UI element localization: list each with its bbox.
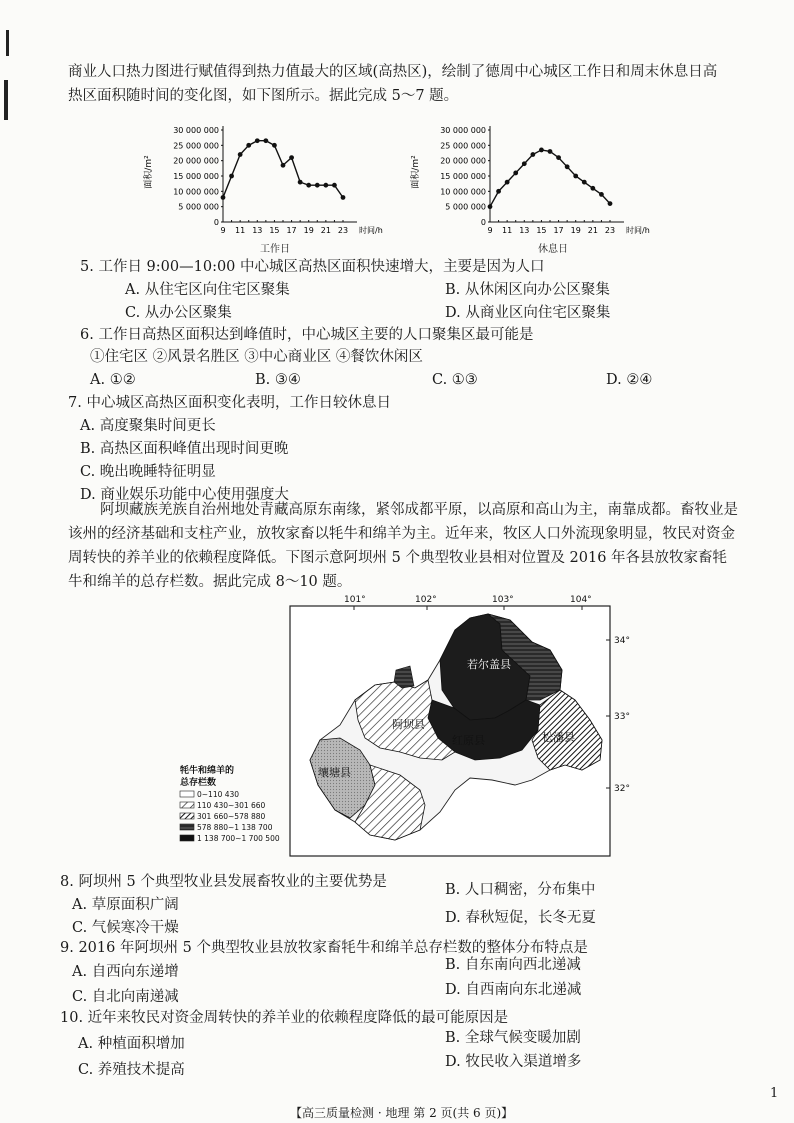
- weekend-data-point: [522, 161, 527, 166]
- workday-ytick-label: 10 000 000: [173, 187, 219, 197]
- workday-xtick-label: 11: [235, 226, 246, 235]
- lon-label-101: 101°: [344, 595, 366, 605]
- weekend-xtick-label: 19: [570, 226, 581, 235]
- map-aba-svg: [170, 590, 630, 860]
- workday-series-line: [223, 141, 343, 198]
- q7-option-d: D. 商业娱乐功能中心使用强度大: [80, 487, 289, 503]
- workday-xtick-label: 21: [320, 226, 331, 235]
- q9-stem: 9. 2016 年阿坝州 5 个典型牧业县放牧家畜牦牛和绵羊总存栏数的整体分布特点是: [60, 940, 588, 956]
- intro-q5-line2: 热区面积随时间的变化图，如下图所示。据此完成 5～7 题。: [68, 88, 459, 104]
- svg-text:0~110 430: 0~110 430: [197, 790, 240, 799]
- workday-data-point: [238, 152, 243, 157]
- margin-mark-top: [6, 30, 9, 56]
- lon-label-103: 103°: [492, 595, 514, 605]
- q10-option-b: B. 全球气候变暖加剧: [445, 1030, 581, 1046]
- label-aba: 阿坝县: [392, 718, 425, 731]
- q5-option-b: B. 从休闲区向办公区聚集: [445, 282, 610, 298]
- label-hongyuan: 红原县: [452, 734, 485, 747]
- legend-item-2: [180, 801, 266, 810]
- weekend-xtick-label: 11: [502, 226, 513, 235]
- workday-data-point: [221, 195, 226, 200]
- q6-option-a: A. ①②: [90, 372, 136, 388]
- intro-q8-line2: 该州的经济基础和支柱产业，放牧家畜以牦牛和绵羊为主。近年来，牧区人口外流现象明显，牧民对资金: [68, 526, 735, 542]
- intro-q8-line4: 牛和绵羊的总存栏数。据此完成 8～10 题。: [68, 574, 352, 590]
- workday-ytick-label: 15 000 000: [173, 172, 219, 181]
- weekend-data-point: [505, 180, 510, 185]
- weekend-ylabel: 面积/m²: [411, 155, 421, 189]
- q7-option-b: B. 高热区面积峰值出现时间更晚: [80, 441, 289, 457]
- chart-weekend: [412, 122, 672, 252]
- weekend-ytick-label: 15 000 000: [440, 172, 486, 181]
- svg-text:110 430~301 660: 110 430~301 660: [197, 801, 266, 810]
- workday-ytick-label: 5 000 000: [178, 202, 219, 212]
- workday-data-point: [298, 180, 303, 185]
- q9-option-c: C. 自北向南递减: [72, 989, 179, 1005]
- svg-text:578 880~1 138 700: 578 880~1 138 700: [197, 823, 273, 832]
- q10-option-d: D. 牧民收入渠道增多: [445, 1054, 582, 1070]
- q9-option-d: D. 自西南向东北递减: [445, 982, 582, 998]
- workday-data-point: [332, 183, 337, 188]
- label-rangtang: 壤塘县: [318, 766, 351, 779]
- footer-page-number: 1: [770, 1086, 779, 1101]
- weekend-data-point: [590, 186, 595, 191]
- workday-data-point: [289, 155, 294, 160]
- q5-stem: 5. 工作日 9:00—10:00 中心城区高热区面积快速增大，主要是因为人口: [80, 259, 545, 275]
- intro-q8-line1: 阿坝藏族羌族自治州地处青藏高原东南缘，紧邻成都平原，以高原和高山为主，南靠成都。畜牧业是: [100, 502, 738, 518]
- weekend-data-point: [599, 192, 604, 197]
- q8-option-a: A. 草原面积广阔: [72, 897, 179, 913]
- q5-option-d: D. 从商业区向住宅区聚集: [445, 305, 611, 321]
- q8-stem: 8. 阿坝州 5 个典型牧业县发展畜牧业的主要优势是: [60, 874, 387, 890]
- workday-ytick-label: 0: [213, 218, 219, 227]
- q6-items: ①住宅区 ②风景名胜区 ③中心商业区 ④餐饮休闲区: [90, 349, 423, 365]
- q8-option-b: B. 人口稠密，分布集中: [445, 882, 596, 898]
- lat-label-34: 34°: [614, 636, 630, 646]
- lon-label-104: 104°: [570, 595, 592, 605]
- weekend-data-point: [548, 149, 553, 154]
- workday-data-point: [272, 143, 277, 148]
- weekend-ytick-label: 20 000 000: [440, 156, 486, 166]
- chart-weekend-caption: 休息日: [538, 244, 568, 255]
- weekend-ytick-label: 0: [480, 218, 486, 227]
- weekend-data-point: [582, 180, 587, 185]
- weekend-data-point: [608, 201, 613, 206]
- weekend-xtick-label: 15: [536, 226, 547, 235]
- workday-xtick-label: 13: [252, 226, 263, 235]
- label-ruoergai: 若尔盖县: [467, 658, 511, 671]
- q6-option-b: B. ③④: [255, 372, 301, 388]
- q7-option-c: C. 晚出晚睡特征明显: [80, 464, 216, 480]
- weekend-data-point: [513, 171, 518, 176]
- q10-option-a: A. 种植面积增加: [78, 1036, 185, 1052]
- lat-label-33: 33°: [614, 712, 630, 722]
- weekend-data-point: [556, 155, 561, 160]
- weekend-xtick-label: 13: [519, 226, 530, 235]
- workday-ylabel: 面积/m²: [144, 155, 154, 189]
- workday-data-point: [229, 174, 234, 179]
- chart-workday-caption: 工作日: [260, 244, 290, 255]
- legend-item-4: [180, 823, 273, 832]
- workday-xtick-label: 15: [269, 226, 280, 235]
- workday-ytick-label: 20 000 000: [173, 156, 219, 166]
- workday-xlabel: 时间/h: [359, 226, 383, 235]
- workday-xtick-label: 19: [303, 226, 314, 235]
- weekend-data-point: [496, 189, 501, 194]
- weekend-data-point: [565, 164, 570, 169]
- lat-label-32: 32°: [614, 784, 630, 794]
- svg-text:301 660~578 880: 301 660~578 880: [197, 812, 266, 821]
- workday-xtick-label: 17: [286, 226, 297, 235]
- workday-data-point: [341, 195, 346, 200]
- q6-stem: 6. 工作日高热区面积达到峰值时，中心城区主要的人口聚集区最可能是: [80, 327, 534, 343]
- lon-label-102: 102°: [415, 595, 437, 605]
- q9-option-b: B. 自东南向西北递减: [445, 957, 581, 973]
- q8-option-c: C. 气候寒冷干燥: [72, 920, 179, 936]
- weekend-xtick-label: 21: [587, 226, 598, 235]
- chart-weekend-svg: [412, 122, 672, 252]
- q7-stem: 7. 中心城区高热区面积变化表明，工作日较休息日: [68, 395, 391, 411]
- legend-title-2: 总存栏数: [180, 778, 217, 788]
- margin-mark-bottom: [4, 80, 8, 120]
- q10-option-c: C. 养殖技术提高: [78, 1062, 185, 1078]
- intro-q5-line1: 商业人口热力图进行赋值得到热力值最大的区域(高热区)，绘制了德周中心城区工作日和周末休息日高: [68, 64, 718, 80]
- svg-text:1 138 700~1 700 500: 1 138 700~1 700 500: [197, 834, 280, 843]
- footer-text: 【高三质量检测 · 地理 第 2 页(共 6 页)】: [290, 1106, 514, 1120]
- q10-stem: 10. 近年来牧民对资金周转快的养羊业的依赖程度降低的最可能原因是: [60, 1010, 509, 1026]
- chart-workday-svg: [144, 122, 383, 252]
- q5-option-a: A. 从住宅区向住宅区聚集: [125, 282, 290, 298]
- chart-workday: [144, 122, 383, 252]
- workday-data-point: [306, 183, 311, 188]
- legend-item-3: [180, 812, 266, 821]
- workday-data-point: [281, 163, 286, 168]
- weekend-data-point: [488, 204, 493, 209]
- workday-data-point: [315, 183, 320, 188]
- label-songpan: 松潘县: [542, 731, 575, 744]
- weekend-xtick-label: 17: [553, 226, 564, 235]
- weekend-ytick-label: 30 000 000: [440, 126, 486, 135]
- q7-option-a: A. 高度聚集时间更长: [80, 418, 216, 434]
- workday-xtick-label: 9: [220, 226, 226, 235]
- intro-q8-line3: 周转快的养羊业的依赖程度降低。下图示意阿坝州 5 个典型牧业县相对位置及 2016 年各县放牧家畜牦: [68, 550, 728, 566]
- q5-option-c: C. 从办公区聚集: [125, 305, 232, 321]
- weekend-ytick-label: 5 000 000: [445, 202, 486, 212]
- workday-data-point: [263, 138, 268, 143]
- workday-ytick-label: 25 000 000: [173, 141, 219, 151]
- weekend-data-point: [573, 174, 578, 179]
- weekend-xtick-label: 23: [604, 226, 616, 235]
- workday-data-point: [255, 138, 260, 143]
- weekend-ytick-label: 10 000 000: [440, 187, 486, 197]
- q6-option-d: D. ②④: [606, 372, 653, 388]
- weekend-data-point: [530, 152, 535, 157]
- q9-option-a: A. 自西向东递增: [72, 964, 179, 980]
- weekend-xtick-label: 9: [487, 226, 493, 235]
- q6-option-c: C. ①③: [432, 372, 478, 388]
- weekend-ytick-label: 25 000 000: [440, 141, 486, 151]
- weekend-series-line: [490, 150, 610, 207]
- workday-data-point: [323, 183, 328, 188]
- workday-xtick-label: 23: [337, 226, 349, 235]
- q8-option-d: D. 春秋短促，长冬无夏: [445, 910, 596, 926]
- legend-title-1: 牦牛和绵羊的: [180, 766, 235, 776]
- workday-ytick-label: 30 000 000: [173, 126, 219, 135]
- legend-item-5: [180, 834, 280, 843]
- weekend-data-point: [539, 148, 544, 153]
- map-aba: [170, 590, 630, 860]
- weekend-xlabel: 时间/h: [626, 226, 650, 235]
- legend-item-1: [180, 790, 239, 799]
- workday-data-point: [246, 143, 251, 148]
